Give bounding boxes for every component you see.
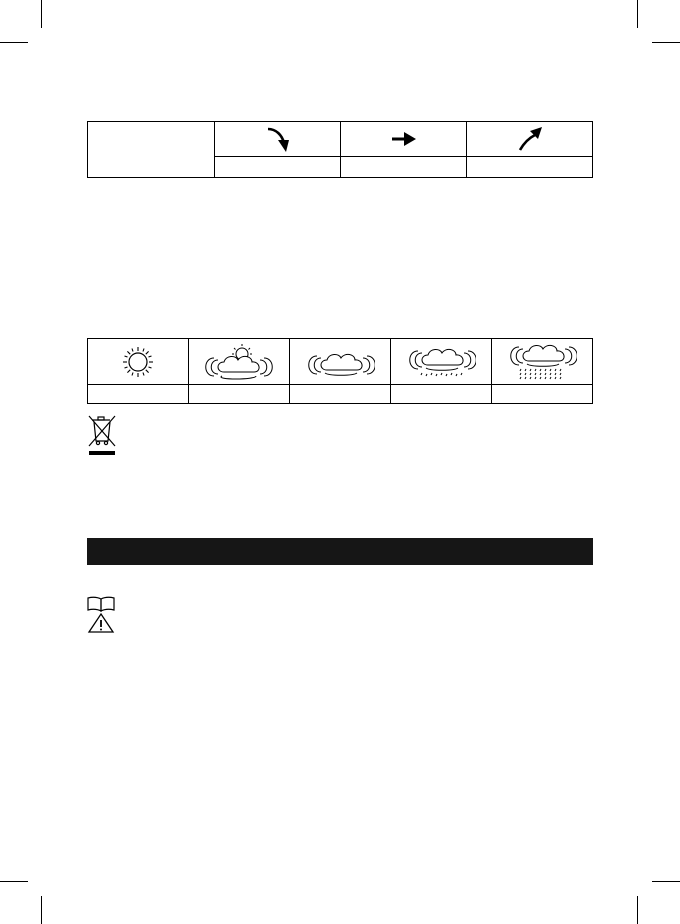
crop-mark (0, 42, 28, 43)
arrow-up-right-icon (516, 125, 544, 153)
crop-mark (652, 42, 680, 43)
weather-rain-cell (391, 339, 492, 385)
rain-icon (406, 343, 476, 381)
crop-mark (652, 881, 680, 882)
arrow-right-icon (390, 129, 418, 149)
crop-mark (637, 0, 638, 28)
crop-mark (0, 881, 28, 882)
weather-partly-cloudy-cell (189, 339, 290, 385)
weather-rain-text (391, 385, 492, 404)
trend-steady-cell (341, 122, 467, 157)
weather-heavy-rain-cell (492, 339, 593, 385)
partly-cloudy-icon (204, 342, 274, 382)
trend-rising-text (467, 157, 593, 178)
weather-heavy-rain-text (492, 385, 593, 404)
trend-label-cell (88, 122, 215, 178)
weather-forecast-table (87, 338, 593, 404)
weather-sunny-text (88, 385, 189, 404)
section-heading-bar (87, 538, 593, 565)
book-icon (86, 596, 116, 612)
weather-cloudy-cell (290, 339, 391, 385)
crop-mark (41, 896, 42, 924)
trend-falling-text (215, 157, 341, 178)
crop-mark (41, 0, 42, 28)
trend-rising-cell (467, 122, 593, 157)
heavy-rain-icon (507, 341, 577, 383)
pressure-trend-table (87, 121, 593, 178)
crossed-out-bin-icon (86, 413, 118, 461)
sun-icon (120, 344, 156, 380)
trend-steady-text (341, 157, 467, 178)
weather-partly-cloudy-text (189, 385, 290, 404)
arrow-down-right-icon (264, 125, 292, 153)
crop-mark (637, 896, 638, 924)
weather-cloudy-text (290, 385, 391, 404)
weather-sunny-cell (88, 339, 189, 385)
trend-falling-cell (215, 122, 341, 157)
warning-triangle-icon (87, 612, 115, 634)
cloudy-icon (305, 346, 375, 378)
